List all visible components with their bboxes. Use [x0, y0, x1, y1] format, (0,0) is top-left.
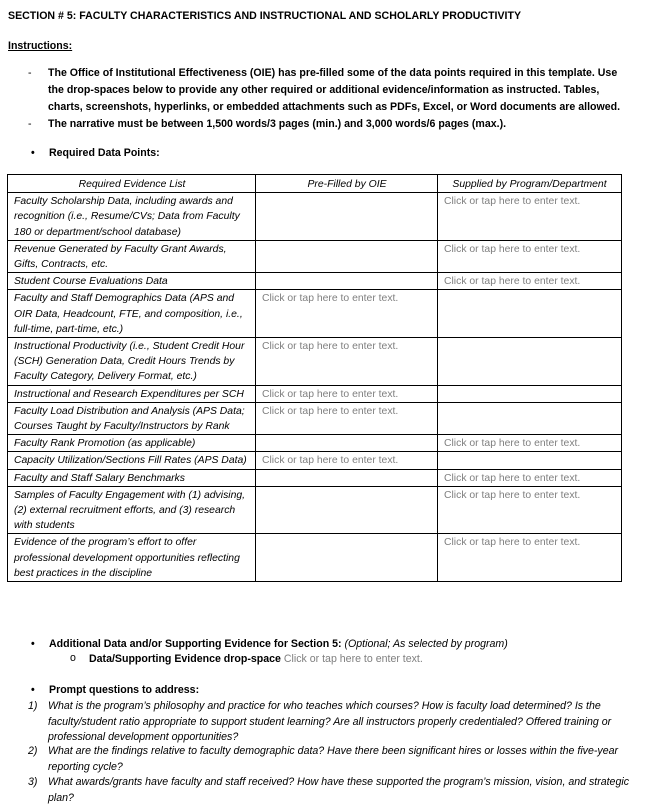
- question-text: What are the findings relative to faculty demographic data? Have there been significant hires or losses within the five-year reporting cycle?: [48, 745, 619, 773]
- oie-cell: [256, 486, 438, 534]
- table-row: [8, 240, 622, 272]
- evidence-cell: Faculty and Staff Demographics Data (APS and OIR Data, Headcount, FTE, and composition, i.e., full-time, part-time, etc.): [8, 290, 256, 338]
- circle-bullet-icon: o: [70, 652, 76, 664]
- bullet-icon: •: [31, 684, 35, 696]
- program-entry-field[interactable]: Click or tap here to enter text.: [438, 240, 622, 272]
- question-text: What is the program’s philosophy and practice for who teaches which courses? How is faculty load determined? Is the faculty/student ratio appropriate to support student learning? Are all instructors properly credentialed? Offered training or professional development opportunities?: [48, 700, 612, 743]
- oie-cell: [256, 435, 438, 452]
- table-row: [8, 193, 622, 241]
- program-entry-field[interactable]: Click or tap here to enter text.: [438, 469, 622, 486]
- dropspace-entry-field[interactable]: Click or tap here to enter text.: [283, 653, 423, 665]
- question-text: What awards/grants have faculty and staff received? How have these supported the program’s mission, vision, and strategic plan?: [48, 776, 629, 804]
- program-entry-field[interactable]: Click or tap here to enter text.: [438, 534, 622, 582]
- oie-entry-field[interactable]: Click or tap here to enter text.: [256, 290, 438, 338]
- evidence-cell: Faculty Scholarship Data, including awards and recognition (i.e., Resume/CVs; Data from Faculty 180 or department/school database): [8, 193, 256, 241]
- question-number: 2): [28, 745, 38, 757]
- evidence-cell: Revenue Generated by Faculty Grant Awards, Gifts, Contracts, etc.: [8, 240, 256, 272]
- oie-entry-field[interactable]: Click or tap here to enter text.: [256, 385, 438, 402]
- header-evidence: Required Evidence List: [8, 175, 256, 193]
- additional-data-note: (Optional; As selected by program): [344, 638, 508, 650]
- oie-entry-field[interactable]: Click or tap here to enter text.: [256, 452, 438, 469]
- program-cell: [438, 385, 622, 402]
- evidence-cell: Samples of Faculty Engagement with (1) advising, (2) external recruitment efforts, and (3) research with students: [8, 486, 256, 534]
- evidence-cell: Faculty and Staff Salary Benchmarks: [8, 469, 256, 486]
- oie-entry-field[interactable]: Click or tap here to enter text.: [256, 338, 438, 386]
- evidence-cell: Faculty Rank Promotion (as applicable): [8, 435, 256, 452]
- table-row: [8, 486, 622, 534]
- question-number: 1): [28, 700, 38, 712]
- oie-entry-field[interactable]: Click or tap here to enter text.: [256, 402, 438, 434]
- program-cell: [438, 290, 622, 338]
- instructions-label: Instructions:: [8, 40, 73, 52]
- table-row: [8, 435, 622, 452]
- oie-cell: [256, 534, 438, 582]
- program-cell: [438, 402, 622, 434]
- bullet-icon: •: [31, 147, 35, 159]
- program-cell: [438, 452, 622, 469]
- program-cell: [438, 338, 622, 386]
- table-header-row: [8, 175, 622, 193]
- table-row: [8, 338, 622, 386]
- oie-cell: [256, 240, 438, 272]
- program-entry-field[interactable]: Click or tap here to enter text.: [438, 486, 622, 534]
- dash-marker: -: [28, 118, 32, 130]
- table-row: [8, 402, 622, 434]
- evidence-cell: Instructional and Research Expenditures per SCH: [8, 385, 256, 402]
- section-title: SECTION # 5: FACULTY CHARACTERISTICS AND INSTRUCTIONAL AND SCHOLARLY PRODUCTIVITY: [8, 10, 522, 22]
- evidence-cell: Instructional Productivity (i.e., Student Credit Hour (SCH) Generation Data, Credit Hours Trends by Faculty Category, Delivery Format, etc.): [8, 338, 256, 386]
- oie-cell: [256, 469, 438, 486]
- table-row: [8, 534, 622, 582]
- evidence-cell: Evidence of the program’s effort to offer professional development opportunities reflecting best practices in the discipline: [8, 534, 256, 582]
- table-row: [8, 290, 622, 338]
- table-row: [8, 273, 622, 290]
- instruction-text: The narrative must be between 1,500 words/3 pages (min.) and 3,000 words/6 pages (max.).: [48, 118, 507, 130]
- evidence-cell: Faculty Load Distribution and Analysis (APS Data; Courses Taught by Faculty/Instructors by Rank: [8, 402, 256, 434]
- oie-cell: [256, 193, 438, 241]
- program-entry-field[interactable]: Click or tap here to enter text.: [438, 273, 622, 290]
- program-entry-field[interactable]: Click or tap here to enter text.: [438, 435, 622, 452]
- evidence-cell: Student Course Evaluations Data: [8, 273, 256, 290]
- program-entry-field[interactable]: Click or tap here to enter text.: [438, 193, 622, 241]
- table-row: [8, 452, 622, 469]
- prompt-questions-label: Prompt questions to address:: [49, 684, 200, 696]
- additional-data-label: Additional Data and/or Supporting Evidence for Section 5:: [49, 638, 342, 650]
- table-row: [8, 385, 622, 402]
- evidence-cell: Capacity Utilization/Sections Fill Rates (APS Data): [8, 452, 256, 469]
- required-evidence-table: [7, 174, 622, 582]
- instruction-text: The Office of Institutional Effectiveness (OIE) has pre-filled some of the data points required in this template. Use the drop-spaces below to provide any other required or additional evidence/information as instructed. Tables, charts, screenshots, hyperlinks, or embedded attachments such as PDFs, Excel, or Word documents are allowed.: [48, 67, 621, 113]
- dropspace-label: Data/Supporting Evidence drop-space: [89, 653, 281, 665]
- bullet-icon: •: [31, 638, 35, 650]
- required-data-points-label: Required Data Points:: [49, 147, 160, 159]
- header-program: Supplied by Program/Department: [438, 175, 622, 193]
- table-row: [8, 469, 622, 486]
- header-oie: Pre-Filled by OIE: [256, 175, 438, 193]
- additional-data-item: [31, 637, 508, 652]
- question-number: 3): [28, 776, 38, 788]
- dash-marker: -: [28, 67, 32, 79]
- oie-cell: [256, 273, 438, 290]
